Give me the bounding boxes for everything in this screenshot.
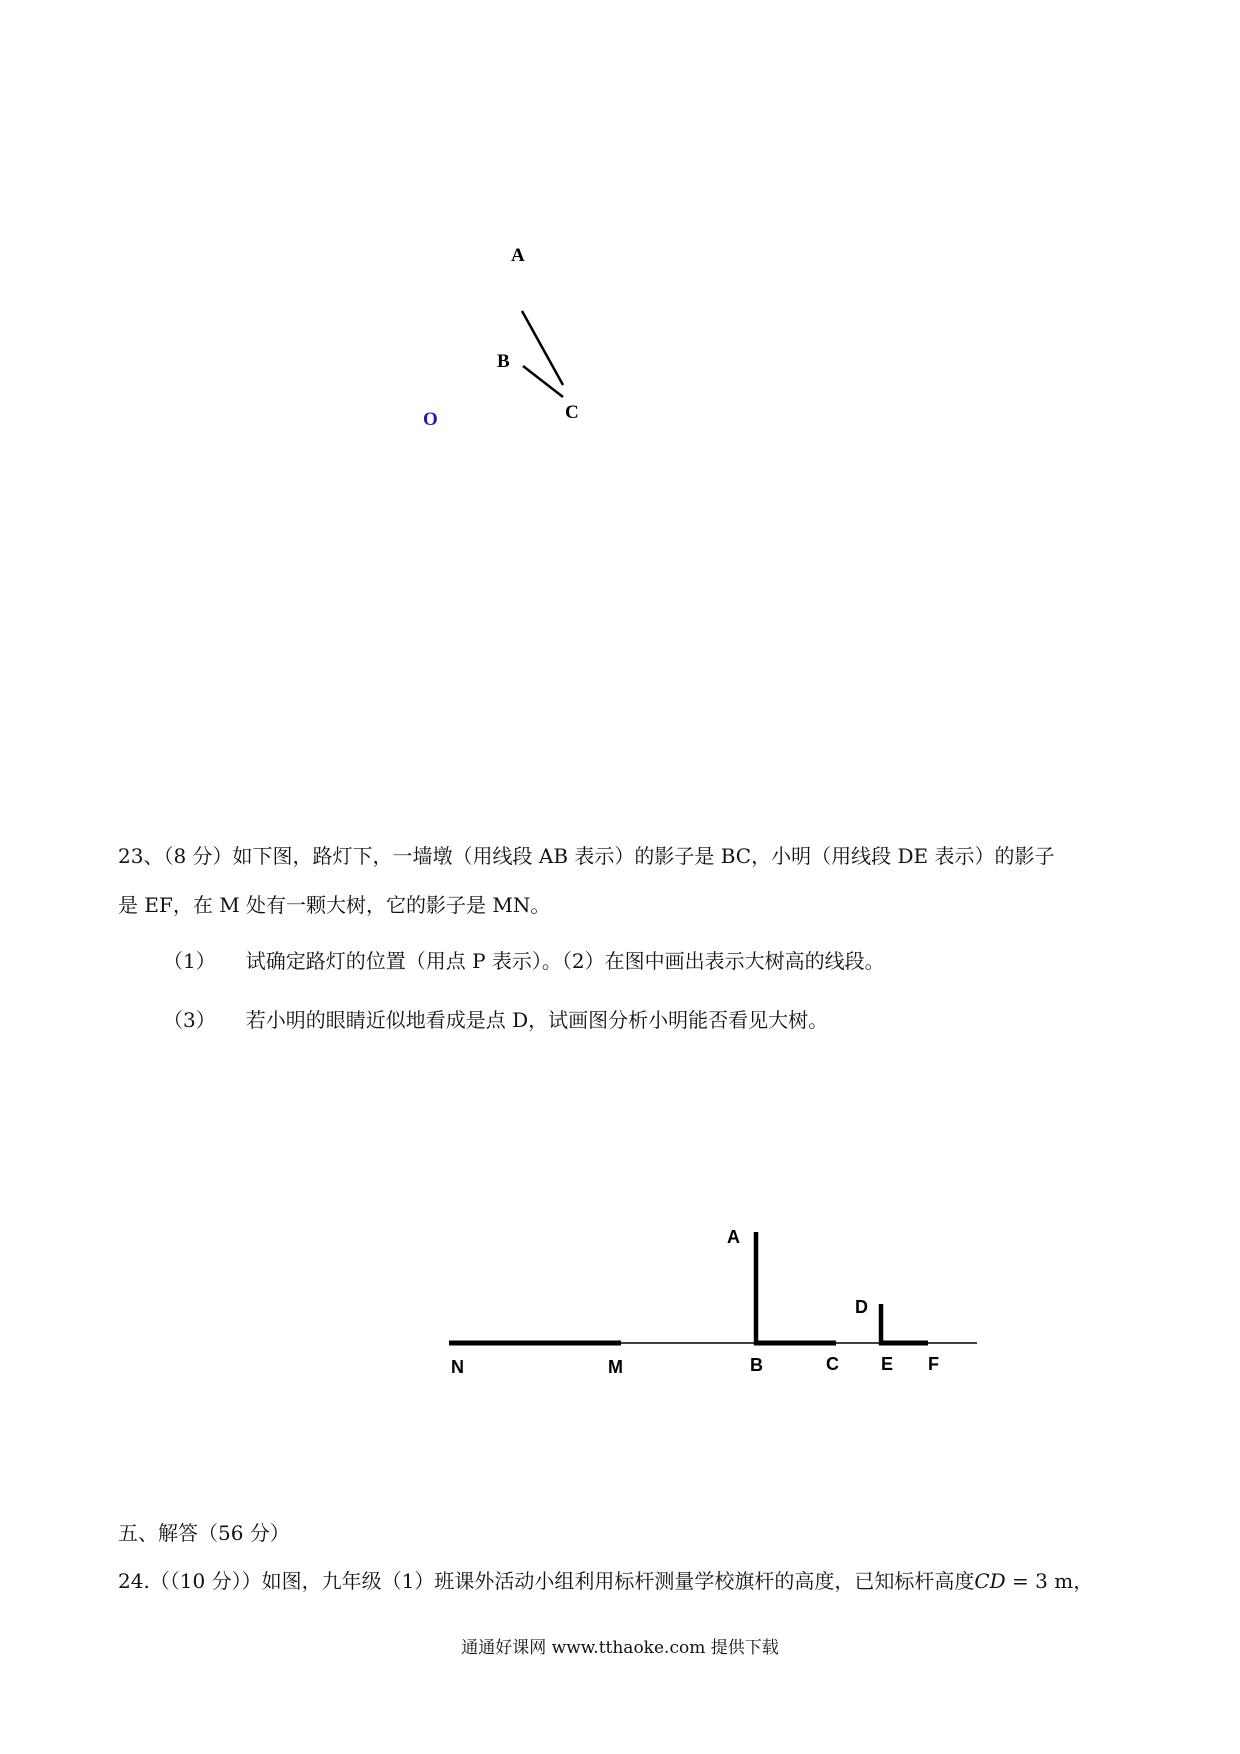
q24-math-rest: = 3 m，	[1005, 1569, 1094, 1593]
segment-a-c	[522, 311, 563, 385]
q24-prefix: 24.（（10 分））如图，九年级（1）班课外活动小组利用标杆测量学校旗杆的高度，已知标杆高度	[118, 1569, 975, 1593]
q23-sub-3-text: 若小明的眼睛近似地看成是点 D，试画图分析小明能否看见大树。	[245, 1008, 829, 1032]
segment-b-c	[523, 366, 563, 397]
fig2-label-d: D	[855, 1297, 868, 1317]
page-footer: 通通好课网 www.tthaoke.com 提供下载	[461, 1638, 779, 1658]
fig2-label-n: N	[451, 1357, 464, 1377]
fig1-label-c: C	[565, 402, 579, 423]
q23-sub-1-num: （1）	[163, 949, 216, 973]
fig2-label-e: E	[881, 1354, 894, 1374]
q23-sub-1	[163, 947, 885, 975]
fig1-label-b: B	[497, 351, 510, 372]
fig2-label-f: F	[928, 1354, 939, 1374]
fig2-label-b: B	[750, 1355, 763, 1375]
figure-2	[449, 1227, 977, 1377]
q23-sub-1-text: 试确定路灯的位置（用点 P 表示）。（2）在图中画出表示大树高的线段。	[245, 949, 885, 973]
section-5-heading: 五、解答（56 分）	[118, 1521, 290, 1545]
fig2-label-m: M	[608, 1357, 623, 1377]
figure-1	[423, 245, 579, 430]
q23-sub-3-num: （3）	[163, 1008, 216, 1032]
q23-line-1: 23、（8 分）如下图，路灯下，一墙墩（用线段 AB 表示）的影子是 BC，小明（用线段 DE 表示）的影子	[118, 844, 1055, 868]
fig2-label-c: C	[826, 1354, 839, 1374]
fig2-label-a: A	[727, 1227, 740, 1247]
q23-line-2: 是 EF，在 M 处有一颗大树，它的影子是 MN。	[118, 893, 551, 917]
fig1-label-a: A	[511, 245, 525, 266]
q24-math-var: CD	[974, 1569, 1006, 1593]
q23-sub-3	[163, 1006, 828, 1034]
q24-line-1	[118, 1567, 1093, 1595]
fig1-label-o: O	[423, 409, 438, 430]
